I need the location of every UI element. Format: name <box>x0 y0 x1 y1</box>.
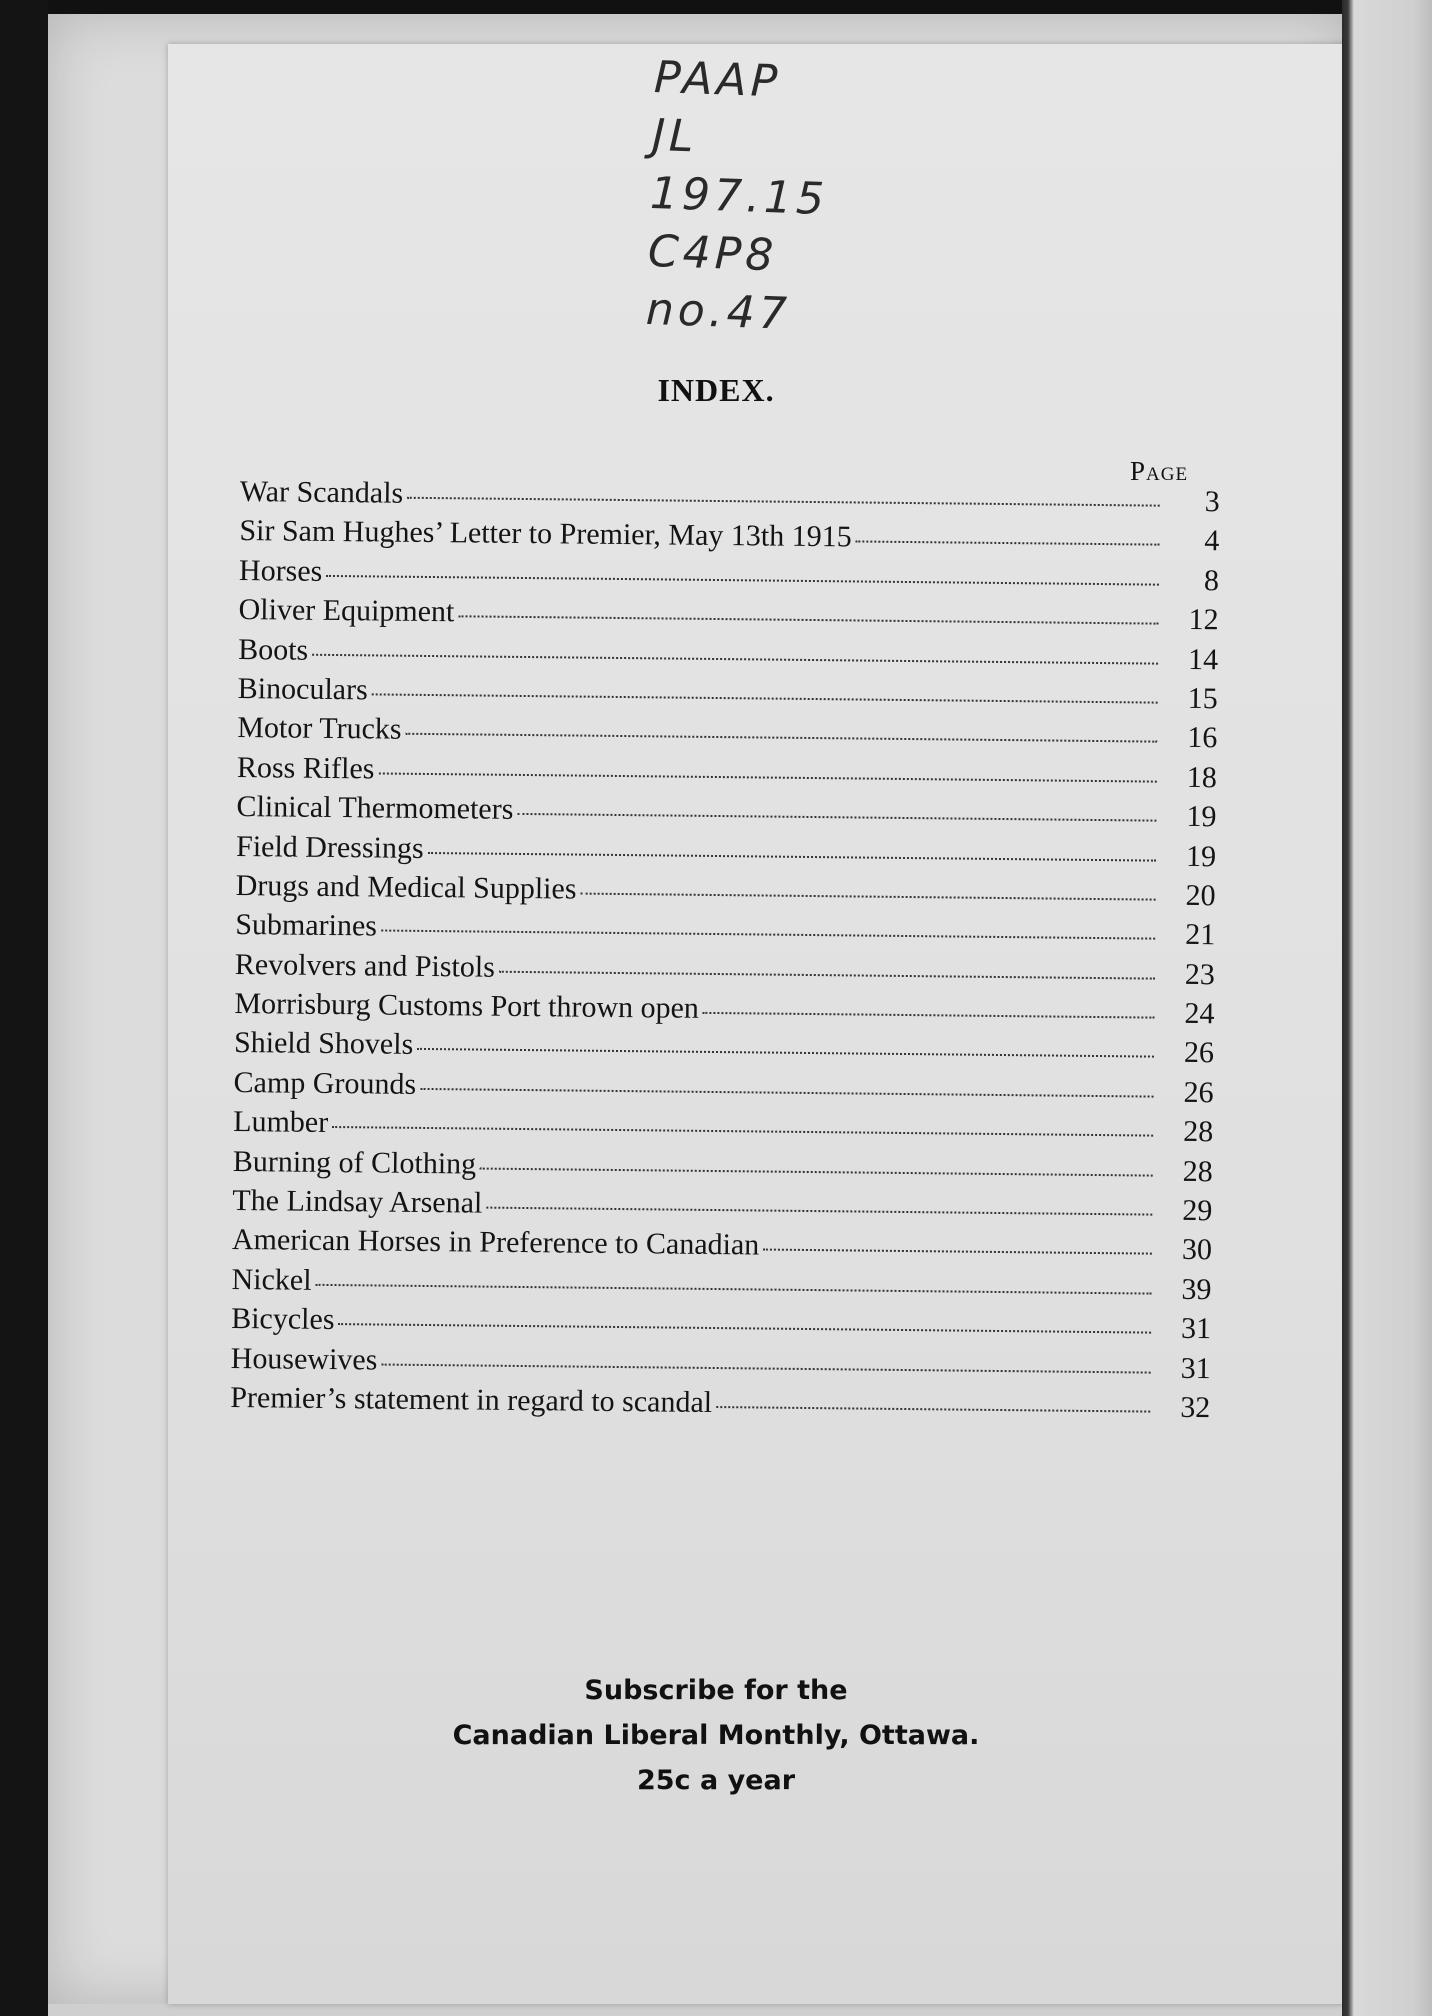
entry-page-number: 23 <box>1184 957 1215 991</box>
dot-leader <box>420 1088 1153 1098</box>
entry-title: Horses <box>238 553 323 588</box>
entry-page-number: 28 <box>1182 1154 1213 1188</box>
dot-leader <box>417 1048 1154 1058</box>
footer-line: 25c a year <box>636 1765 796 1796</box>
entry-title: American Horses in Preference to Canadian <box>231 1223 760 1262</box>
entry-page-number: 30 <box>1181 1233 1213 1267</box>
handwritten-call-number <box>645 49 833 345</box>
entry-title: Boots <box>238 632 309 667</box>
index-heading: INDEX. <box>657 372 775 408</box>
entry-page-number: 39 <box>1181 1272 1212 1307</box>
entry-title: Lumber <box>233 1105 329 1140</box>
entry-title: Ross Rifles <box>236 750 375 786</box>
entry-title: Submarines <box>235 908 378 943</box>
entry-title: Drugs and Medical Supplies <box>235 868 577 906</box>
call-number-line: 197.15 <box>649 167 829 226</box>
scan-edge-top <box>0 0 1432 14</box>
entry-page-number: 31 <box>1180 1351 1211 1385</box>
entry-title: Housewives <box>230 1341 378 1377</box>
entry-title: Clinical Thermometers <box>236 790 514 827</box>
dot-leader <box>499 970 1155 979</box>
entry-page-number: 32 <box>1180 1390 1211 1425</box>
entry-page-number: 18 <box>1186 760 1218 794</box>
entry-page-number: 26 <box>1183 1075 1214 1110</box>
entry-title: Binoculars <box>237 671 368 707</box>
dot-leader <box>517 813 1156 822</box>
entry-title: Sir Sam Hughes’ Letter to Premier, May 13th 1915 <box>239 514 852 554</box>
entry-title: Shield Shovels <box>233 1026 414 1062</box>
dot-leader <box>381 930 1155 940</box>
call-number-line: no.47 <box>645 283 792 340</box>
dot-leader <box>428 852 1156 862</box>
entry-page-number: 15 <box>1187 681 1218 716</box>
dot-leader <box>480 1167 1153 1176</box>
entry-page-number: 3 <box>1204 485 1220 519</box>
entry-page-number: 14 <box>1187 642 1219 676</box>
call-number-line: C4P8 <box>647 225 779 282</box>
dot-leader <box>716 1406 1150 1413</box>
footer-line: Canadian Liberal Monthly, Ottawa. <box>452 1720 980 1751</box>
dot-leader <box>381 1363 1150 1373</box>
dot-leader <box>312 653 1158 664</box>
dot-leader <box>326 575 1159 586</box>
entry-page-number: 28 <box>1183 1115 1214 1149</box>
entry-page-number: 4 <box>1204 524 1220 558</box>
dot-leader <box>332 1126 1153 1137</box>
entry-title: Field Dressings <box>235 829 424 865</box>
entry-title: Revolvers and Pistols <box>234 947 496 984</box>
entry-title: Bicycles <box>230 1302 335 1337</box>
dot-leader <box>856 541 1160 546</box>
footer-line: Subscribe for the <box>584 1675 848 1706</box>
entry-page-number: 16 <box>1187 721 1218 755</box>
entry-title: Premier’s statement in regard to scandal <box>230 1380 713 1419</box>
entry-page-number: 19 <box>1185 839 1217 873</box>
entry-page-number: 19 <box>1186 800 1217 834</box>
entry-page-number: 31 <box>1180 1312 1212 1346</box>
entry-page-number: 8 <box>1203 563 1220 598</box>
dot-leader <box>703 1012 1155 1019</box>
index-table <box>230 475 1220 1431</box>
dot-leader <box>315 1284 1151 1295</box>
entry-title: Camp Grounds <box>233 1065 417 1101</box>
call-number-line: PAAP <box>653 51 783 108</box>
entry-page-number: 12 <box>1188 603 1219 637</box>
entry-page-number: 26 <box>1183 1036 1215 1070</box>
dot-leader <box>486 1207 1152 1216</box>
page-column-heading: Page <box>1130 456 1189 486</box>
entry-title: War Scandals <box>239 475 404 510</box>
call-number-line: JL <box>651 109 699 163</box>
dot-leader <box>372 693 1158 703</box>
entry-page-number: 29 <box>1182 1193 1213 1228</box>
entry-title: Burning of Clothing <box>232 1144 477 1181</box>
entry-title: Oliver Equipment <box>238 593 455 629</box>
entry-page-number: 24 <box>1184 996 1215 1031</box>
subscription-notice <box>0 1668 1432 1803</box>
entry-title: Morrisburg Customs Port thrown open <box>234 987 700 1025</box>
dot-leader <box>378 772 1156 782</box>
dot-leader <box>458 615 1158 624</box>
entry-page-number: 21 <box>1185 918 1216 952</box>
dot-leader <box>406 733 1158 743</box>
entry-title: The Lindsay Arsenal <box>232 1183 483 1220</box>
dot-leader <box>580 892 1155 900</box>
dot-leader <box>763 1249 1152 1255</box>
entry-title: Motor Trucks <box>237 711 402 747</box>
dot-leader <box>407 497 1160 507</box>
entry-page-number: 20 <box>1185 878 1216 913</box>
entry-title: Nickel <box>231 1262 312 1297</box>
dot-leader <box>338 1323 1151 1334</box>
